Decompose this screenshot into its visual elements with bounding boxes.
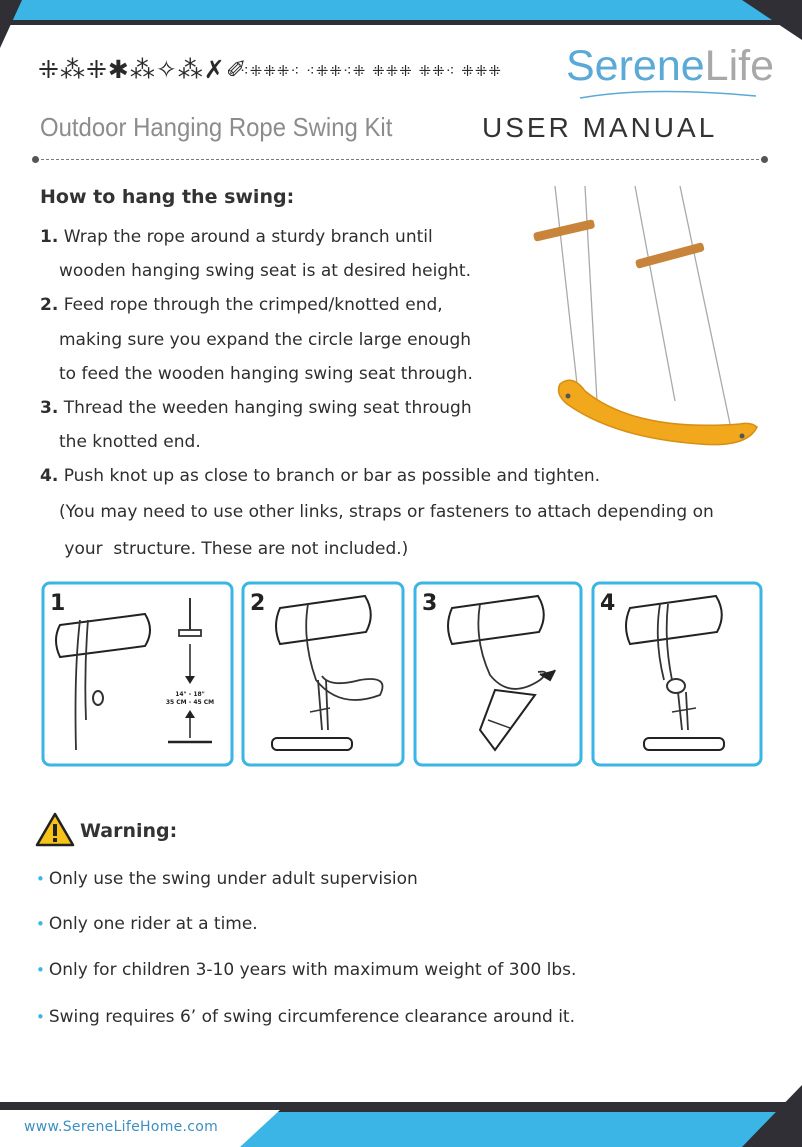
warning-text: Only for children 3-10 years with maximum weight of 300 lbs. [48,960,577,980]
step-text: Thread the weeden hanging swing seat through [63,398,472,418]
warning-item [36,960,576,980]
header-accent-bar [0,0,802,22]
divider-dot-right [761,156,768,163]
step-text: Feed rope through the crimped/knotted end, [63,295,443,315]
header-divider [36,159,764,160]
warning-heading: Warning: [80,820,178,842]
step-4-line-3: your structure. These are not included.) [59,539,409,559]
step-text: Wrap the rope around a sturdy branch until [63,227,433,247]
warning-text: Only use the swing under adult supervision [48,869,418,889]
panel-number: 3 [422,591,438,616]
swing-product-image [525,186,780,456]
step-3-line-2: the knotted end. [59,432,201,452]
diagram-panel-2 [243,583,403,765]
divider-dot-left [32,156,39,163]
step-2-line-3: to feed the wooden hanging swing seat through. [59,364,473,384]
instruction-diagram [40,580,764,768]
symbol-title: ⁜⁂⁜✱⁂✧⁂✗✐ [38,55,248,84]
step-1-line-1 [40,227,433,247]
footer-panel-edge [240,1110,280,1147]
brand-accent: Life [704,42,775,90]
step-2-line-2: making sure you expand the circle large enough [59,330,472,350]
diagram-panel-3 [415,583,581,765]
step-2-line-1 [40,295,443,315]
warning-item [36,1007,575,1027]
diagram-panel-4 [593,583,761,765]
header-corner-right [742,0,802,40]
warning-text: Swing requires 6’ of swing circumference clearance around it. [48,1007,575,1027]
footer-website-link[interactable]: www.SereneLifeHome.com [24,1119,219,1135]
bullet-dot: • [36,1008,45,1026]
step-4-line-1 [40,466,600,486]
step-3-line-1 [40,398,472,418]
logo-swoosh-icon [578,88,758,102]
header-corner-left [0,0,22,48]
handle-bar [533,219,595,242]
warning-item [36,869,418,889]
diagram-panel-1 [43,583,232,765]
instructions-heading: How to hang the swing: [40,186,295,208]
measure-cm: 35 CM - 45 CM [165,699,215,706]
step-number: 4. [40,466,59,486]
bullet-dot: • [36,915,45,933]
step-1-line-2: wooden hanging swing seat is at desired height. [59,261,472,281]
step-number: 3. [40,398,59,418]
step-text: Push knot up as close to branch or bar as possible and tighten. [63,466,601,486]
bullet-dot: • [36,961,45,979]
product-title: Outdoor Hanging Rope Swing Kit [40,112,393,142]
footer-corner-right [742,1085,802,1147]
symbol-subtitle: ⁖⁜⁜⁜⁖ ⁖⁜⁜⁖⁜ ⁜⁜⁜ ⁜⁜⁖ ⁜⁜⁜ [240,62,502,80]
panel-number: 2 [250,591,266,616]
warning-icon [35,812,75,848]
brand-main: Serene [566,42,705,90]
panel-number: 1 [50,591,66,616]
step-number: 2. [40,295,59,315]
step-number: 1. [40,227,59,247]
brand-logo [566,42,774,91]
document-type: USER MANUAL [482,112,718,143]
panel-number: 4 [600,591,616,616]
header-dark-bar [0,20,802,25]
step-4-line-2: (You may need to use other links, straps or fasteners to attach depending on [59,502,714,522]
warning-text: Only one rider at a time. [48,914,258,934]
warning-item [36,914,258,934]
measure-inches: 14" - 18" [175,691,205,698]
bullet-dot: • [36,870,45,888]
